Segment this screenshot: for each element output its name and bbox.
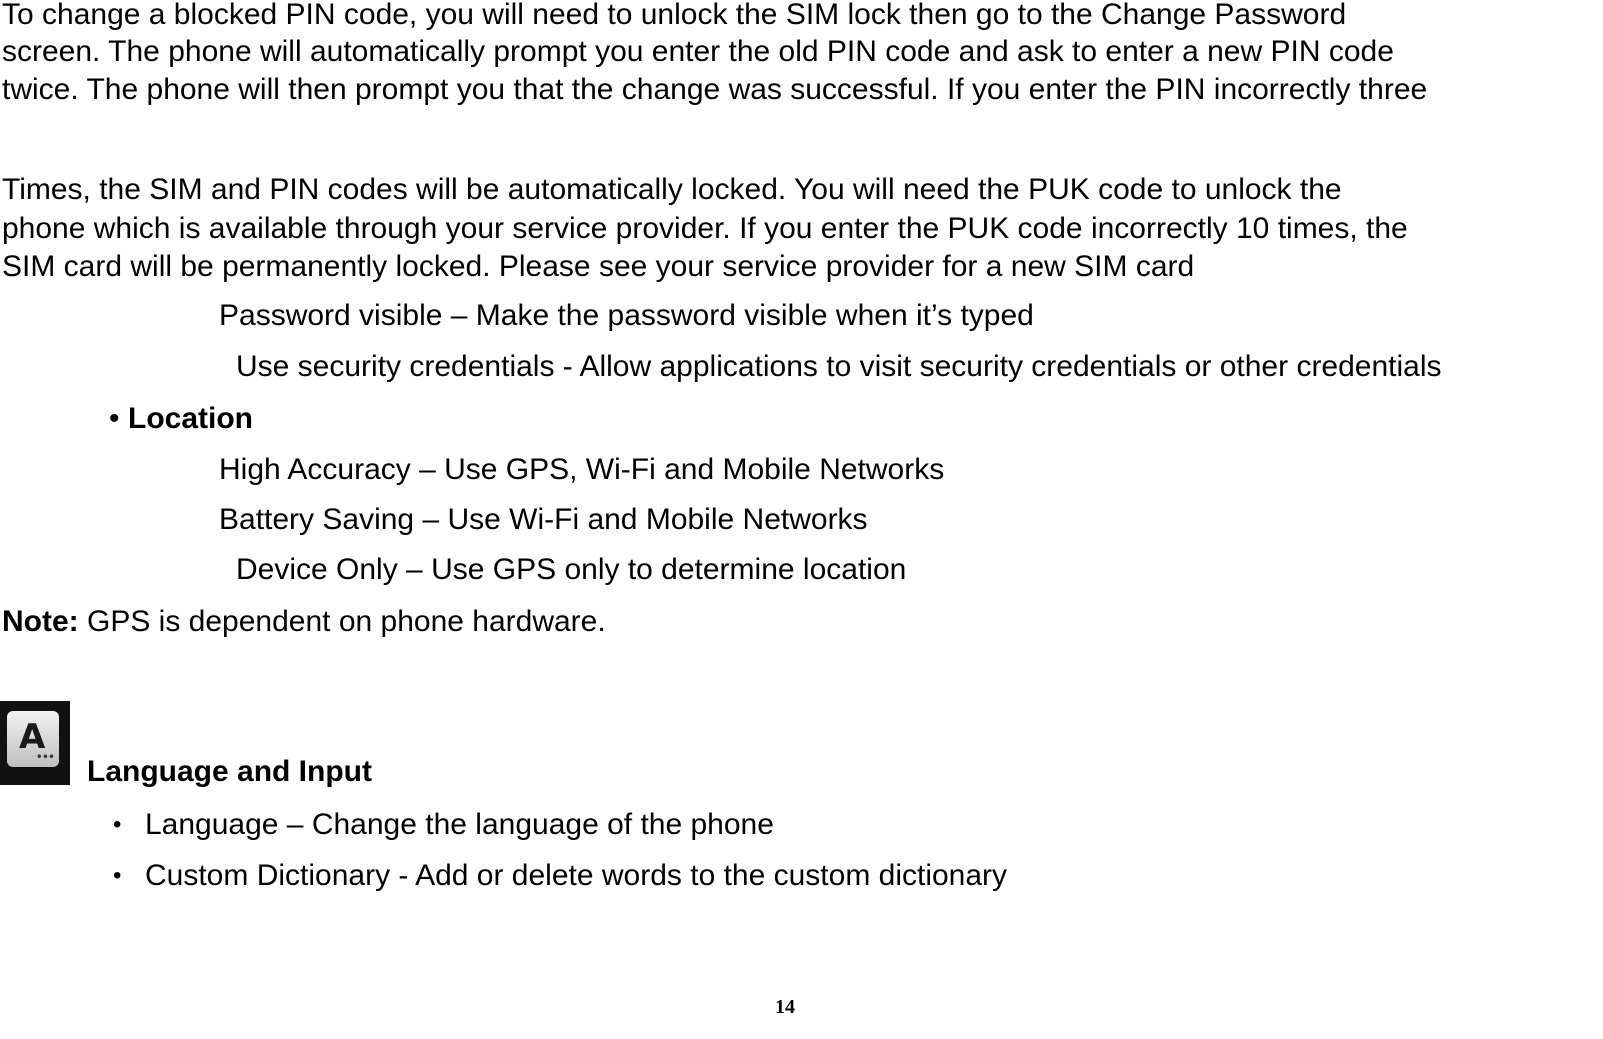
icon-tile [7,711,59,767]
password-visible-item: Password visible – Make the password visible when it’s typed [219,299,1034,332]
pin-paragraph-line-1: To change a blocked PIN code, you will need to unlock the SIM lock then go to the Change Password [2,0,1347,31]
note-line [2,603,606,641]
language-item: Language – Change the language of the phone [145,808,774,841]
note-text: GPS is dependent on phone hardware. [78,605,606,638]
language-bullet: • [113,811,122,838]
location-heading: Location [128,402,253,435]
icon-dots: ••• [35,750,54,764]
page-number: 14 [775,996,795,1018]
location-bullet: • [109,402,120,435]
high-accuracy-item: High Accuracy – Use GPS, Wi-Fi and Mobile Networks [219,453,945,486]
battery-saving-item: Battery Saving – Use Wi-Fi and Mobile Networks [219,503,868,536]
icon-letter: A [19,717,46,757]
custom-dictionary-bullet: • [113,862,122,889]
pin-paragraph-line-4: Times, the SIM and PIN codes will be automatically locked. You will need the PUK code to unlock the [2,173,1342,206]
pin-paragraph-line-2: screen. The phone will automatically prompt you enter the old PIN code and ask to enter a new PIN code [2,35,1394,68]
language-input-heading: Language and Input [87,755,372,788]
pin-paragraph-line-6: SIM card will be permanently locked. Please see your service provider for a new SIM card [2,250,1195,283]
note-label: Note: [2,605,79,638]
use-security-credentials-item: Use security credentials - Allow applications to visit security credentials or other credentials [236,350,1442,383]
custom-dictionary-item: Custom Dictionary - Add or delete words to the custom dictionary [145,859,1008,892]
device-only-item: Device Only – Use GPS only to determine location [236,553,907,586]
language-keyboard-icon [0,701,70,785]
pin-paragraph-line-5: phone which is available through your service provider. If you enter the PUK code incorrectly 10 times, the [2,212,1408,245]
pin-paragraph-line-3: twice. The phone will then prompt you that the change was successful. If you enter the PIN incorrectly three [2,73,1428,106]
